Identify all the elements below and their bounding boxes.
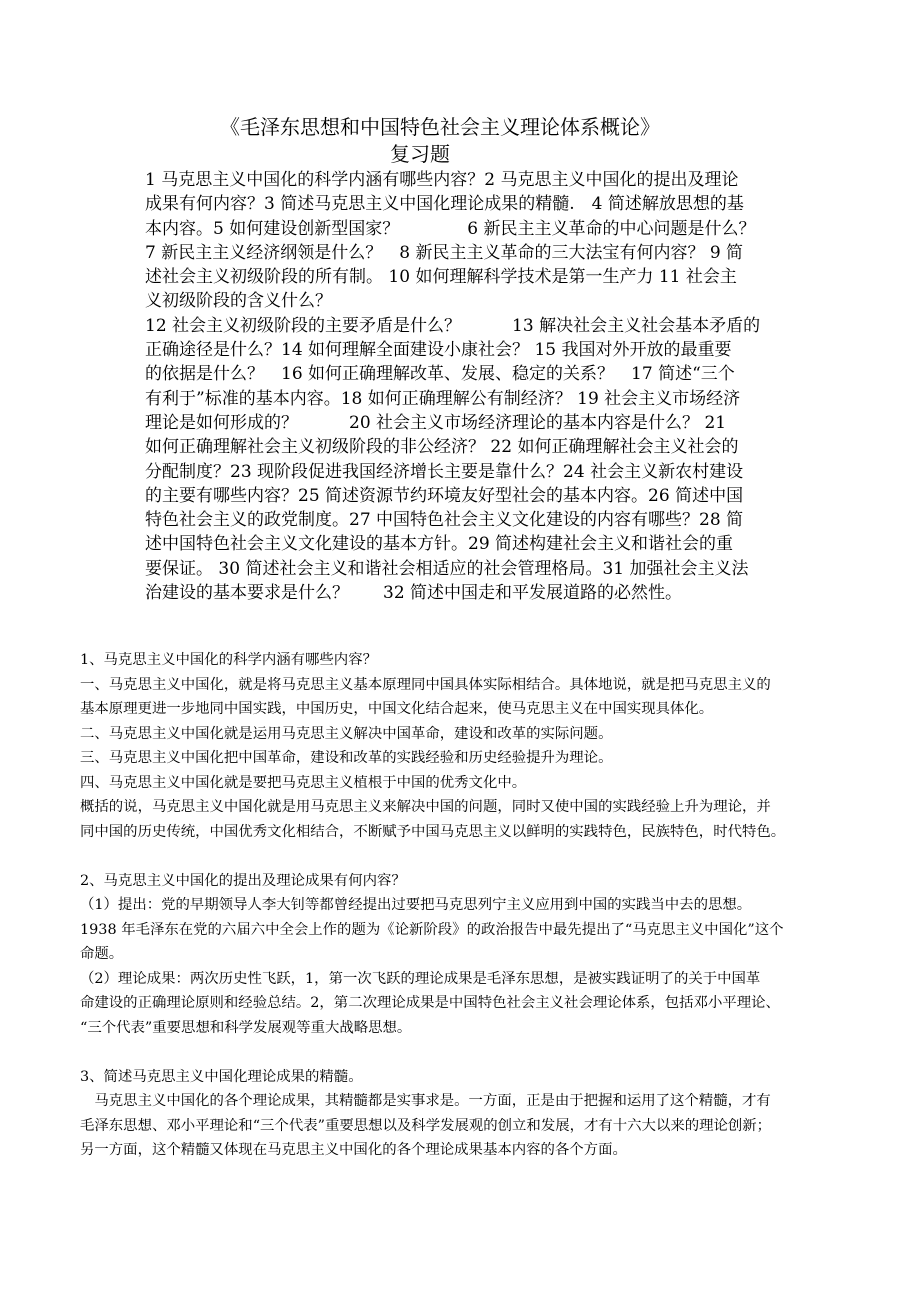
- answer-line: 同中国的历史传统，中国优秀文化相结合，不断赋予中国马克思主义以鲜明的实践特色，民族特色，时代特色。: [80, 823, 786, 840]
- question-list: [145, 168, 805, 605]
- question-list-line: 述社会主义初级阶段的所有制。 10 如何理解科学技术是第一生产力 11 社会主: [145, 267, 737, 288]
- answers-section: [80, 648, 850, 1163]
- question-list-line: 义初级阶段的含义什么？: [145, 291, 332, 312]
- answer-heading: 2、马克思主义中国化的提出及理论成果有何内容？: [80, 872, 406, 889]
- question-list-line: 要保证。 30 简述社会主义和谐社会相适应的社会管理格局。31 加强社会主义法: [145, 558, 749, 579]
- question-list-line: 本内容。5 如何建设创新型国家？ 6 新民主主义革命的中心问题是什么？: [145, 218, 756, 239]
- question-list-line: 有利于”标准的基本内容。18 如何正确理解公有制经济？ 19 社会主义市场经济: [145, 388, 741, 409]
- question-list-line: 的主要有哪些内容？25 简述资源节约环境友好型社会的基本内容。26 简述中国: [145, 485, 744, 506]
- question-list-line: 1 马克思主义中国化的科学内涵有哪些内容？2 马克思主义中国化的提出及理论: [145, 170, 739, 190]
- answer-line: 三、马克思主义中国化把中国革命，建设和改革的实践经验和历史经验提升为理论。: [80, 750, 613, 766]
- answer-line: “三个代表”重要思想和科学发展观等重大战略思想。: [80, 1019, 412, 1036]
- answer-line: （1）提出：党的早期领导人李大钊等都曾经提出过要把马克思列宁主义应用到中国的实践当中去的思想。: [80, 897, 752, 913]
- question-list-line: 成果有何内容？3 简述马克思主义中国化理论成果的精髓. 4 简述解放思想的基: [145, 194, 744, 215]
- section-gap: [80, 1040, 850, 1065]
- answer-line: 四、马克思主义中国化就是要把马克思主义植根于中国的优秀文化中。: [80, 774, 527, 791]
- answer-block: [80, 648, 850, 844]
- question-list-line: 如何正确理解社会主义初级阶段的非公经济？ 22 如何正确理解社会主义社会的: [145, 437, 739, 458]
- answer-line: 二、马克思主义中国化就是运用马克思主义解决中国革命，建设和改革的实际问题。: [80, 725, 613, 742]
- answer-block: [80, 1065, 850, 1163]
- section-gap: [80, 844, 850, 869]
- answer-line: 另一方面，这个精髓又体现在马克思主义中国化的各个理论成果基本内容的各个方面。: [80, 1142, 627, 1158]
- answer-line: （2）理论成果：两次历史性飞跃，1，第一次飞跃的理论成果是毛泽东思想，是被实践证明了的关于中国革: [80, 970, 761, 987]
- question-list-line: 7 新民主主义经济纲领是什么？ 8 新民主主义革命的三大法宝有何内容？ 9 简: [145, 242, 744, 263]
- question-list-line: 12 社会主义初级阶段的主要矛盾是什么？ 13 解决社会主义社会基本矛盾的: [145, 315, 761, 336]
- answer-line: 1938 年毛泽东在党的六届六中全会上作的题为《论新阶段》的政治报告中最先提出了“马克思主义中国化”这个: [80, 921, 784, 938]
- answer-line: 概括的说，马克思主义中国化就是用马克思主义来解决中国的问题，同时又使中国的实践经验上升为理论，并: [80, 799, 771, 815]
- question-list-line: 正确途径是什么？14 如何理解全面建设小康社会？ 15 我国对外开放的最重要: [145, 340, 732, 361]
- question-list-line: 分配制度？23 现阶段促进我国经济增长主要是靠什么？24 社会主义新农村建设: [145, 461, 744, 482]
- answer-line: 命建设的正确理论原则和经验总结。2，第二次理论成果是中国特色社会主义社会理论体系，包括邓小平理论、: [80, 995, 780, 1011]
- answer-line: 马克思主义中国化的各个理论成果，其精髓都是实事求是。一方面，正是由于把握和运用了这个精髓，才有: [80, 1093, 771, 1109]
- question-list-line: 述中国特色社会主义文化建设的基本方针。29 简述构建社会主义和谐社会的重: [145, 534, 734, 555]
- question-list-line: 理论是如何形成的？ 20 社会主义市场经济理论的基本内容是什么？ 21: [145, 412, 727, 433]
- answer-heading: 3、简述马克思主义中国化理论成果的精髓。: [80, 1068, 363, 1085]
- document-title: 《毛泽东思想和中国特色社会主义理论体系概论》: [220, 115, 660, 139]
- answer-heading: 1、马克思主义中国化的科学内涵有哪些内容？: [80, 652, 377, 668]
- question-list-line: 特色社会主义的政党制度。27 中国特色社会主义文化建设的内容有哪些？28 简: [145, 510, 744, 531]
- question-list-line: 的依据是什么？ 16 如何正确理解改革、发展、稳定的关系？ 17 简述“三个: [145, 364, 735, 385]
- answer-line: 毛泽东思想、邓小平理论和“三个代表”重要思想以及科学发展观的创立和发展，才有十六大以来的理论创新；: [80, 1117, 772, 1134]
- answer-line: 一、马克思主义中国化，就是将马克思主义基本原理同中国具体实际相结合。具体地说，就是把马克思主义的: [80, 676, 771, 693]
- answer-line: 基本原理更进一步地同中国实践，中国历史，中国文化结合起来，使马克思主义在中国实现具体化。: [80, 701, 714, 717]
- answer-line: 命题。: [80, 946, 124, 962]
- question-list-line: 治建设的基本要求是什么？ 32 简述中国走和平发展道路的必然性。: [145, 583, 683, 604]
- answer-block: [80, 869, 850, 1041]
- document-subtitle: 复习题: [390, 142, 450, 166]
